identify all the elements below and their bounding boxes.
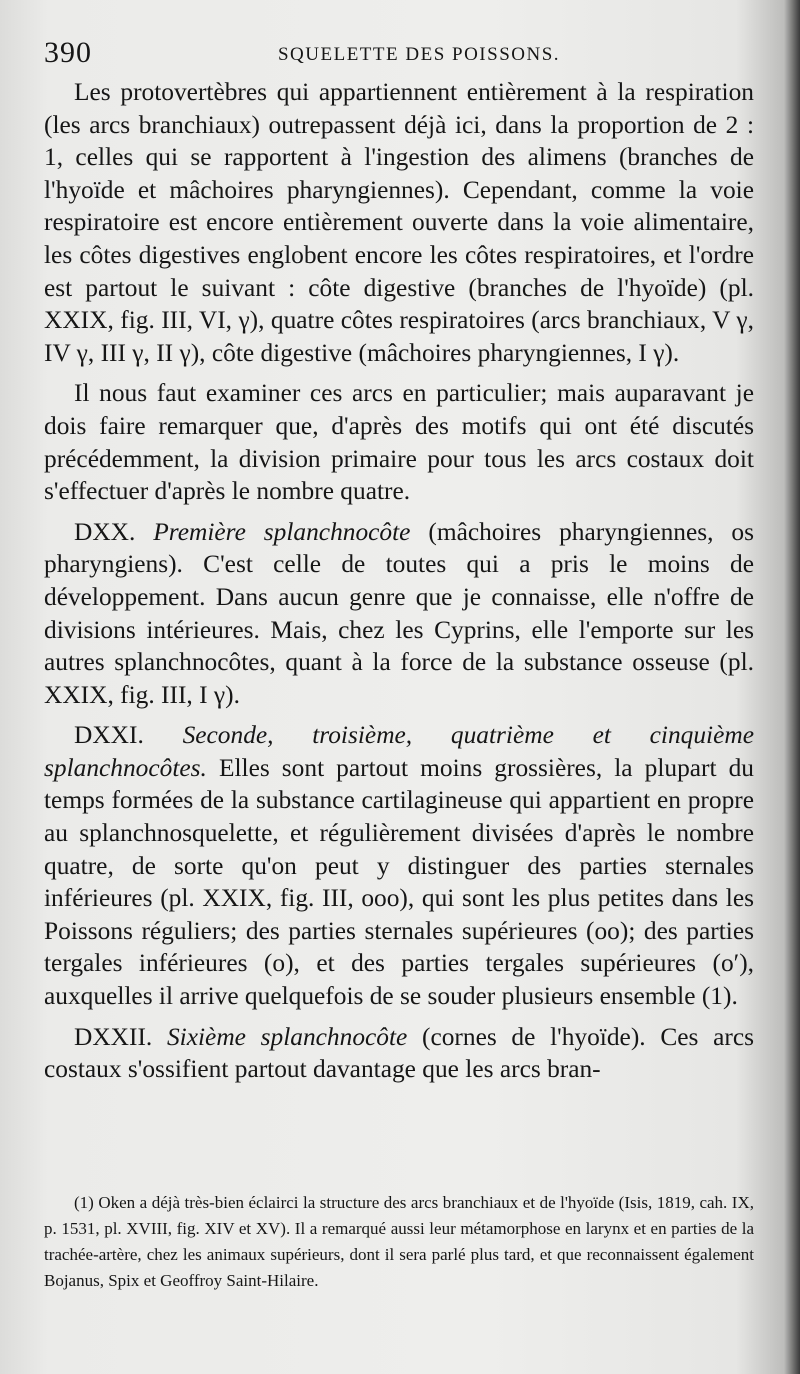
paragraph-examiner-arcs: Il nous faut examiner ces arcs en particulier; mais auparavant je dois faire remarquer que, d'après des motifs qui ont été discutés précédemment, la division primaire pour tous les arcs costaux doit s'effectuer d'après le nombre quatre. xyxy=(44,379,754,506)
section-text: (cornes de l'hyoïde). Ces arcs costaux s'ossifient partout davantage que les arcs bran- xyxy=(44,1022,754,1084)
section-number: DXXI. xyxy=(74,721,144,750)
section-dxxii xyxy=(44,1021,754,1086)
section-title: Sixième splanchnocôte xyxy=(166,1022,408,1051)
section-text: (mâchoires pharyngiennes, os pharyngiens). C'est celle de toutes qui a pris le moins de développement. Dans aucun genre que je connaisse, elle n'offre de divisions intérieures. Mais, chez les Cyprins, elle l'emporte sur les autres splanchnocôtes, quant à la force de la substance osseuse (pl. XXIX, fig. III, I γ). xyxy=(44,517,754,709)
footnote xyxy=(44,1190,754,1294)
section-title: Première splanchnocôte xyxy=(153,517,411,546)
paragraph-protovertebres: Les protovertèbres qui appartiennent entièrement à la respiration (les arcs branchiaux) outrepassent déjà ici, dans la proportion de 2 : 1, celles qui se rapportent à l'ingestion des alimens (branches de l'hyoïde et mâchoires pharyngiennes). Cependant, comme la voie respiratoire est encore entièrement ouverte dans la voie alimentaire, les côtes digestives englobent encore les côtes respiratoires, et l'ordre est partout le suivant : côte digestive (branches de l'hyoïde) (pl. XXIX, fig. III, VI, γ), quatre côtes respiratoires (arcs branchiaux, V γ, IV γ, III γ, II γ), côte digestive (mâchoires pharyngiennes, I γ). xyxy=(44,78,754,367)
section-dxxi xyxy=(44,719,754,1012)
section-title: Seconde, troisième, quatrième et cinquième splanchnocôtes. xyxy=(44,721,754,782)
section-number: DXX. xyxy=(74,517,136,546)
page-number: 390 xyxy=(44,36,92,69)
section-dxx xyxy=(44,516,754,712)
body-text xyxy=(44,76,754,1086)
footnote-text: (1) Oken a déjà très-bien éclairci la structure des arcs branchiaux et de l'hyoïde (Isis, 1819, cah. IX, p. 1531, pl. XVIII, fig. XIV et XV). Il a remarqué aussi leur métamorphose en larynx et en parties de la trachée-artère, chez les animaux supérieurs, dont il sera parlé plus tard, et que reconnaissent également Bojanus, Spix et Geoffroy Saint-Hilaire. xyxy=(44,1193,754,1290)
page-header xyxy=(44,36,754,74)
running-title: SQUELETTE DES POISSONS. xyxy=(277,44,561,65)
section-number: DXXII. xyxy=(74,1022,153,1051)
section-text: Elles sont partout moins grossières, la plupart du temps formées de la substance cartilagineuse qui appartient en propre au splanchnosquelette, et régulièrement divisées d'après le nombre quatre, de sorte qu'on peut y distinguer des parties sternales inférieures (pl. XXIX, fig. III, ooo), qui sont les plus petites dans les Poissons réguliers; des parties sternales supérieures (oo); des parties tergales inférieures (o), et des parties tergales supérieures (o′), auxquelles il arrive quelquefois de se souder plusieurs ensemble (1). xyxy=(44,753,754,1011)
